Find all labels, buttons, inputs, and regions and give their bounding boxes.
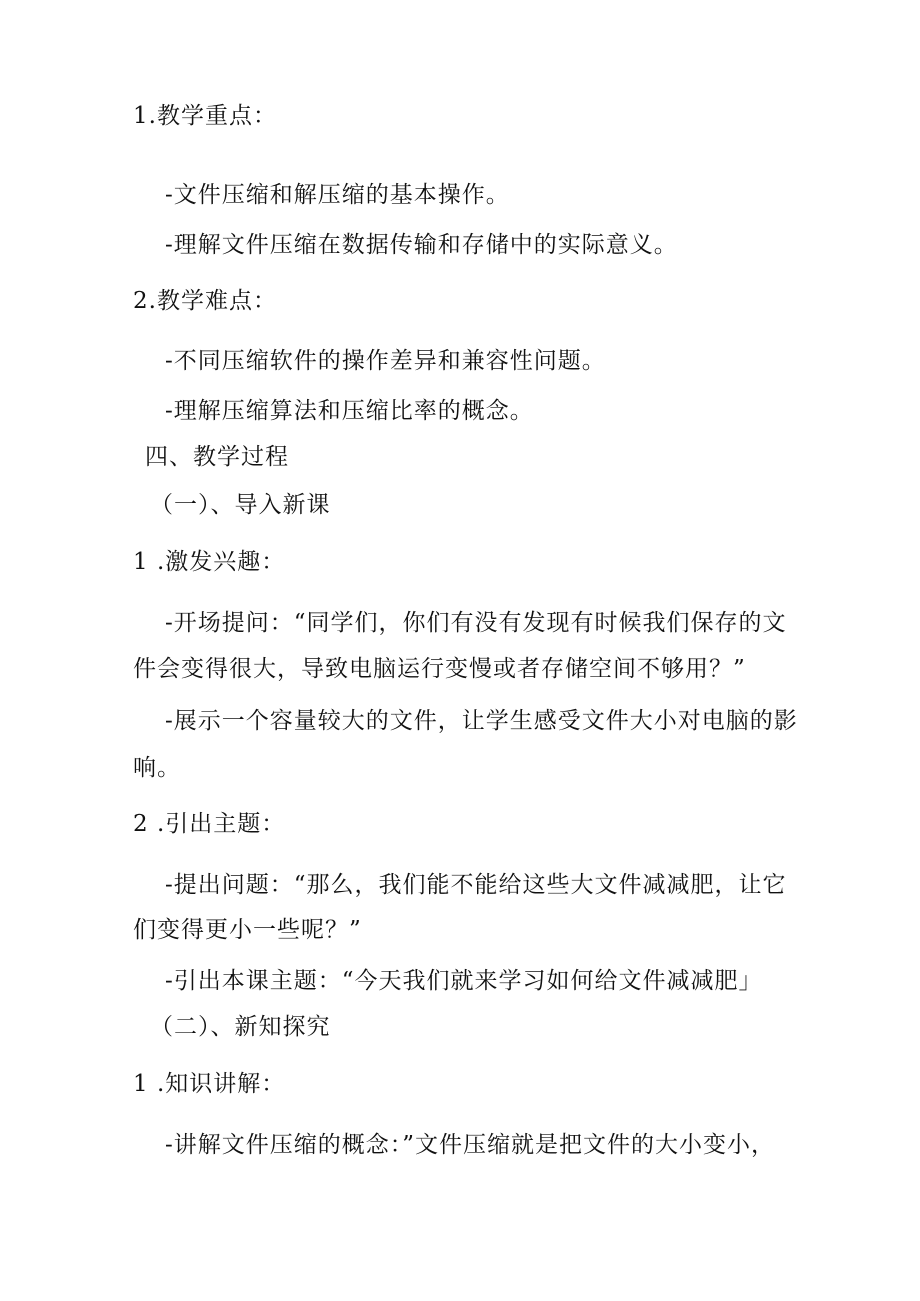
difficulty-item-1: -不同压缩软件的操作差异和兼容性问题。 <box>165 348 606 374</box>
paragraph-line: -引出本课主题：“今天我们就来学习如何给文件减减肥」 <box>165 968 763 994</box>
step-heading-introduce-topic: 2 .引出主题： <box>133 811 286 837</box>
paragraph-line: 件会变得很大，导致电脑运行变慢或者存储空间不够用？” <box>133 656 746 682</box>
section-heading-teaching-process: 四、教学过程 <box>145 444 289 470</box>
heading-teaching-focus: 1.教学重点： <box>133 103 277 129</box>
subsection-heading-intro: （一）、导入新课 <box>150 492 331 518</box>
paragraph-line: -讲解文件压缩的概念：”文件压缩就是把文件的大小变小， <box>165 1132 776 1158</box>
paragraph-line: -开场提问：“同学们，你们有没有发现有时候我们保存的文 <box>165 610 787 636</box>
focus-item-1: -文件压缩和解压缩的基本操作。 <box>165 182 510 208</box>
step-heading-stimulate-interest: 1 .激发兴趣： <box>133 549 286 575</box>
paragraph-line: 们变得更小一些呢？” <box>133 917 362 943</box>
paragraph-line: 响。 <box>133 755 181 781</box>
step-heading-knowledge-explanation: 1 .知识讲解： <box>133 1071 286 1097</box>
focus-item-2: -理解文件压缩在数据传输和存储中的实际意义。 <box>165 232 678 258</box>
subsection-heading-new-knowledge: （二）、新知探究 <box>150 1014 331 1040</box>
paragraph-line: -展示一个容量较大的文件，让学生感受文件大小对电脑的影 <box>165 708 798 734</box>
heading-teaching-difficulty: 2.教学难点： <box>133 288 277 314</box>
paragraph-line: -提出问题：“那么，我们能不能给这些大文件减减肥，让它 <box>165 872 787 898</box>
difficulty-item-2: -理解压缩算法和压缩比率的概念。 <box>165 398 534 424</box>
